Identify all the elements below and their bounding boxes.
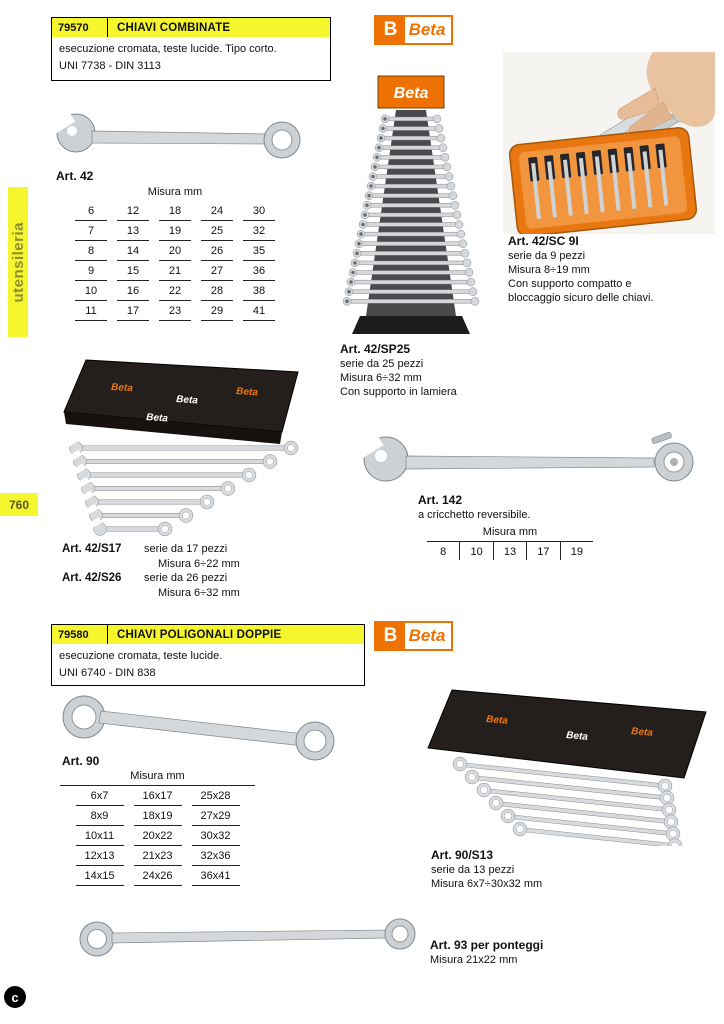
size-cell: 8x9 xyxy=(76,809,124,826)
art-93-text xyxy=(430,938,610,967)
size-row xyxy=(75,284,275,301)
section1-description-line1: esecuzione cromata, teste lucide. Tipo corto. xyxy=(59,43,277,55)
box-beta-text: Beta xyxy=(175,394,199,407)
art-42-sc9i-line4: bloccaggio sicuro delle chiavi. xyxy=(508,292,654,304)
section1-title: CHIAVI COMBINATE xyxy=(108,17,331,38)
art-42-sp25-label: Art. 42/SP25 xyxy=(340,342,411,356)
size-cell: 27x29 xyxy=(192,809,240,826)
size-cell: 6 xyxy=(75,204,107,221)
art-93-wrench-image xyxy=(57,905,427,969)
section2-description xyxy=(51,644,365,686)
size-row xyxy=(76,869,240,886)
art-142-label: Art. 142 xyxy=(418,493,463,507)
art-90-s13-line2: Misura 6x7÷30x32 mm xyxy=(431,878,543,890)
art-42-wrench-image xyxy=(50,103,310,175)
size-cell: 20 xyxy=(159,244,191,261)
size-cell: 12x13 xyxy=(76,849,124,866)
size-row xyxy=(76,809,240,826)
size-cell: 22 xyxy=(159,284,191,301)
size-cell: 14x15 xyxy=(76,869,124,886)
size-cell: 35 xyxy=(243,244,275,261)
size-cell: 12 xyxy=(117,204,149,221)
art-93-label: Art. 93 per ponteggi xyxy=(430,938,544,952)
size-cell: 16 xyxy=(117,284,149,301)
beta-logo-icon: B xyxy=(376,623,405,649)
art-42-s17-desc: serie da 17 pezzi xyxy=(144,543,228,555)
size-cell: 18x19 xyxy=(134,809,182,826)
art-42-s17-misura: Misura 6÷22 mm xyxy=(158,557,240,570)
size-row xyxy=(76,789,240,806)
size-cell: 38 xyxy=(243,284,275,301)
art-42-sc9i-label: Art. 42/SC 9I xyxy=(508,234,579,248)
size-cell: 25x28 xyxy=(192,789,240,806)
size-cell: 11 xyxy=(75,304,107,321)
art-142-wrench-image xyxy=(356,425,706,493)
beta-logo xyxy=(374,621,453,651)
box-beta-text: Beta xyxy=(565,730,589,743)
art-42-sc9i-line2: Misura 8÷19 mm xyxy=(508,264,590,276)
art-42-s26-label: Art. 42/S26 xyxy=(62,572,122,584)
set-wrenches-image xyxy=(65,436,298,536)
art-42-sc9i-line3: Con supporto compatto e xyxy=(508,278,632,290)
size-cell: 15 xyxy=(117,264,149,281)
section1-description-line2: UNI 7738 - DIN 3113 xyxy=(59,59,161,72)
art-90-label: Art. 90 xyxy=(62,754,100,768)
size-cell: 36 xyxy=(243,264,275,281)
art-90-s13-text xyxy=(431,848,601,891)
art-42-sc9i-case-image xyxy=(503,52,715,234)
section2-description-line2: UNI 6740 - DIN 838 xyxy=(59,666,156,679)
art-42-sp25-line1: serie da 25 pezzi xyxy=(340,358,424,370)
box-beta-text: Beta xyxy=(235,386,259,399)
art-42-sp25-stand-image xyxy=(338,70,484,340)
section1-description xyxy=(51,37,331,81)
art-42-s17-label: Art. 42/S17 xyxy=(62,543,122,555)
size-row xyxy=(76,829,240,846)
art-90-table-title: Misura mm xyxy=(60,770,255,786)
art-90-s13-label: Art. 90/S13 xyxy=(431,848,494,862)
size-cell: 24 xyxy=(201,204,233,221)
art-42-sp25-line3: Con supporto in lamiera xyxy=(340,386,457,398)
size-cell: 26 xyxy=(201,244,233,261)
section1-code: 79570 xyxy=(51,17,108,38)
section2-title: CHIAVI POLIGONALI DOPPIE xyxy=(108,624,365,645)
size-cell: 9 xyxy=(75,264,107,281)
art-42-sp25-text xyxy=(340,342,500,399)
beta-logo-icon: B xyxy=(376,17,405,43)
art-142-desc: a cricchetto reversibile. xyxy=(418,509,531,521)
size-cell: 10 xyxy=(459,542,492,560)
size-row xyxy=(75,304,275,321)
section2-code: 79580 xyxy=(51,624,108,645)
size-row xyxy=(76,849,240,866)
size-row xyxy=(75,204,275,221)
stand-beta-sign-text: Beta xyxy=(393,85,429,102)
size-cell: 23 xyxy=(159,304,191,321)
art-42-table-title: Misura mm xyxy=(147,186,203,198)
size-cell: 10x11 xyxy=(76,829,124,846)
beta-logo-text: Beta xyxy=(408,626,446,645)
size-row xyxy=(75,264,275,281)
beta-logo-text: Beta xyxy=(408,20,446,39)
size-cell: 19 xyxy=(560,542,593,560)
size-cell: 29 xyxy=(201,304,233,321)
art-142-text xyxy=(418,493,598,522)
size-cell: 17 xyxy=(117,304,149,321)
size-cell: 16x17 xyxy=(134,789,182,806)
art-90-set-box-image xyxy=(416,686,714,846)
art-42-sets-text xyxy=(62,542,272,600)
size-cell: 14 xyxy=(117,244,149,261)
art-42-sc9i-line1: serie da 9 pezzi xyxy=(508,250,586,262)
size-cell: 30x32 xyxy=(192,829,240,846)
sidebar-category-strip xyxy=(8,187,28,337)
size-cell: 27 xyxy=(201,264,233,281)
art-42-sc9i-text xyxy=(508,234,698,305)
publisher-mark-icon: c xyxy=(4,986,26,1008)
size-cell: 20x22 xyxy=(134,829,182,846)
box-beta-text: Beta xyxy=(110,382,134,395)
size-cell: 41 xyxy=(243,304,275,321)
page-number-badge: 760 xyxy=(0,493,38,516)
art-90-s13-line1: serie da 13 pezzi xyxy=(431,864,515,876)
size-cell: 8 xyxy=(440,546,447,558)
size-cell: 24x26 xyxy=(134,869,182,886)
size-table xyxy=(66,786,250,889)
size-cell: 13 xyxy=(493,542,526,560)
size-cell: 8 xyxy=(75,244,107,261)
art-142-sizes-row xyxy=(427,542,593,560)
size-cell: 17 xyxy=(526,542,559,560)
size-row xyxy=(75,244,275,261)
size-cell: 6x7 xyxy=(76,789,124,806)
size-cell: 21 xyxy=(159,264,191,281)
art-142-table-title: Misura mm xyxy=(427,526,593,542)
size-cell: 28 xyxy=(201,284,233,301)
beta-logo xyxy=(374,15,453,45)
art-93-line1: Misura 21x22 mm xyxy=(430,954,518,966)
art-42-set-box-image xyxy=(56,352,314,544)
art-42-s26-misura: Misura 6÷32 mm xyxy=(158,586,240,599)
size-row xyxy=(75,224,275,241)
size-table xyxy=(65,201,285,324)
box-beta-text: Beta xyxy=(145,412,169,425)
sidebar-category-label: utensileria xyxy=(9,221,27,303)
size-cell: 32x36 xyxy=(192,849,240,866)
box-beta-text: Beta xyxy=(630,726,654,739)
size-cell: 7 xyxy=(75,224,107,241)
art-42-sp25-line2: Misura 6÷32 mm xyxy=(340,372,422,384)
box-beta-text: Beta xyxy=(485,714,509,727)
art-42-s26-desc: serie da 26 pezzi xyxy=(144,572,228,584)
art-42-label: Art. 42 xyxy=(56,169,94,183)
section2-description-line1: esecuzione cromata, teste lucide. xyxy=(59,650,223,662)
art-90-size-table xyxy=(55,770,260,889)
size-cell: 10 xyxy=(75,284,107,301)
size-cell: 32 xyxy=(243,224,275,241)
art-90-wrench-image xyxy=(53,690,348,764)
art-142-size-table xyxy=(427,526,593,560)
size-cell: 21x23 xyxy=(134,849,182,866)
size-cell: 13 xyxy=(117,224,149,241)
size-cell: 25 xyxy=(201,224,233,241)
size-cell: 30 xyxy=(243,204,275,221)
art-42-size-table xyxy=(55,186,295,324)
size-cell: 36x41 xyxy=(192,869,240,886)
size-cell: 19 xyxy=(159,224,191,241)
size-cell: 18 xyxy=(159,204,191,221)
